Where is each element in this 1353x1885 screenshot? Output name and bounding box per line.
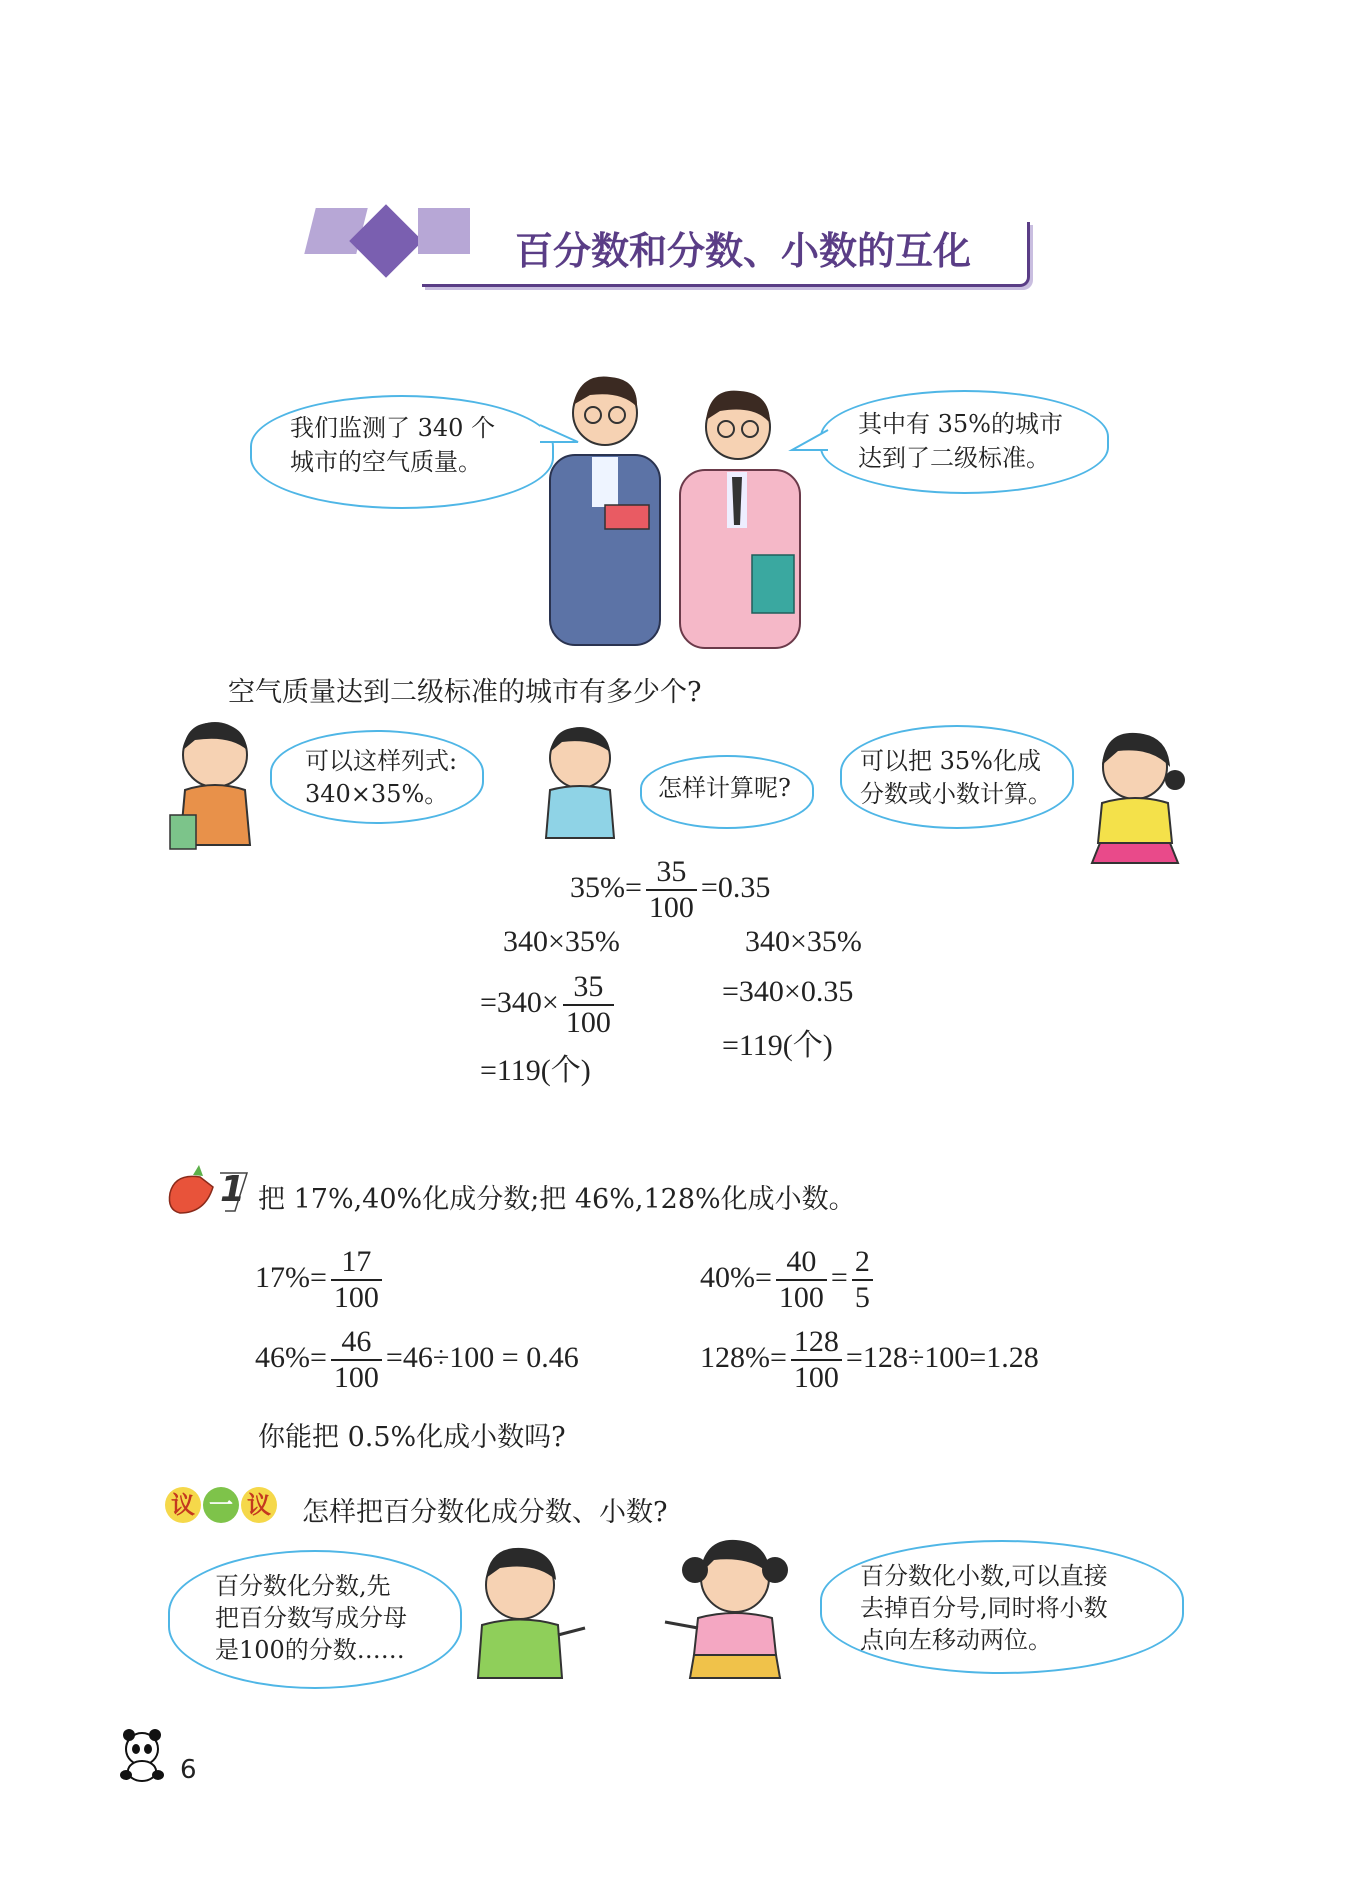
- denominator: 5: [854, 1281, 870, 1314]
- colA-line1: 340×35%: [503, 925, 620, 958]
- eq2-equals: =: [830, 1260, 848, 1294]
- girl-line1: 可以把 35%化成: [860, 747, 1041, 775]
- denominator: 100: [565, 1006, 611, 1039]
- page-number: 6: [180, 1755, 197, 1785]
- scientists-illustration: [530, 365, 830, 650]
- page-title: 百分数和分数、小数的互化: [515, 228, 972, 273]
- boy1-illustration: [165, 715, 265, 850]
- boy1-line1: 可以这样列式:: [305, 747, 458, 775]
- colA-line2: [480, 970, 618, 1040]
- denominator: 100: [333, 1281, 379, 1314]
- main-question: 空气质量达到二级标准的城市有多少个?: [228, 677, 702, 708]
- discuss-girl-line2: 去掉百分号,同时将小数: [860, 1594, 1108, 1622]
- fraction-128-100: [791, 1325, 842, 1395]
- eq3-left: 46%=: [255, 1340, 327, 1374]
- discuss-boy-line3: 是100的分数……: [215, 1636, 405, 1664]
- exercise-eq1: [255, 1245, 386, 1315]
- discuss-girl-line1: 百分数化小数,可以直接: [860, 1562, 1108, 1590]
- numerator: 46: [331, 1325, 382, 1361]
- numerator: 128: [791, 1325, 842, 1361]
- colB-line1: 340×35%: [745, 925, 862, 958]
- fraction-35-100-b: [563, 970, 614, 1040]
- colA-line3: =119(个): [480, 1054, 591, 1087]
- exercise-number: 1: [220, 1169, 246, 1210]
- boy1-line2: 340×35%。: [305, 780, 449, 808]
- exercise-followup: 你能把 0.5%化成小数吗?: [258, 1422, 566, 1453]
- numerator: 17: [331, 1245, 382, 1281]
- discuss-boy-line1: 百分数化分数,先: [215, 1572, 391, 1600]
- speech-left-line1: 我们监测了 340 个: [290, 414, 496, 442]
- discuss-girl-illustration: [660, 1530, 800, 1680]
- discuss-question: 怎样把百分数化成分数、小数?: [302, 1497, 668, 1528]
- exercise-eq4: [700, 1325, 1039, 1395]
- speech-right-line2: 达到了二级标准。: [858, 444, 1050, 472]
- numerator: 40: [776, 1245, 827, 1281]
- discuss-boy-line2: 把百分数写成分母: [215, 1604, 407, 1632]
- eq3-right: =46÷100 = 0.46: [385, 1340, 579, 1374]
- fraction-17-100: [331, 1245, 382, 1315]
- conversion-line: [570, 855, 770, 925]
- badge-char-2: 一: [203, 1487, 239, 1523]
- colB-line2: =340×0.35: [722, 975, 854, 1008]
- title-banner: [300, 200, 1040, 300]
- discuss-girl-line3: 点向左移动两位。: [860, 1626, 1052, 1654]
- colA-line2-pre: =340×: [480, 985, 559, 1019]
- numerator: 2: [852, 1245, 873, 1281]
- numerator: 35: [563, 970, 614, 1006]
- exercise-eq3: [255, 1325, 579, 1395]
- exercise-eq2: [700, 1245, 877, 1315]
- denominator: 100: [333, 1361, 379, 1394]
- discuss-badge: [165, 1487, 280, 1527]
- eq4-right: =128÷100=1.28: [845, 1340, 1039, 1374]
- girl-line2: 分数或小数计算。: [860, 780, 1052, 808]
- denominator: 100: [648, 891, 694, 924]
- fraction-2-5: [852, 1245, 873, 1315]
- denominator: 100: [778, 1281, 824, 1314]
- eq4-left: 128%=: [700, 1340, 787, 1374]
- numerator: 35: [646, 855, 697, 891]
- denominator: 100: [793, 1361, 839, 1394]
- fraction-35-100: [646, 855, 697, 925]
- conv-right: =0.35: [700, 870, 771, 904]
- girl-bubble: [840, 725, 1074, 829]
- fraction-46-100: [331, 1325, 382, 1395]
- speech-right-line1: 其中有 35%的城市: [858, 410, 1063, 438]
- exercise-text: 把 17%,40%化成分数;把 46%,128%化成小数。: [258, 1184, 856, 1215]
- badge-char-3: 议: [241, 1487, 277, 1523]
- conv-left: 35%=: [570, 870, 642, 904]
- girl-illustration: [1080, 725, 1190, 865]
- boy2-illustration: [530, 720, 630, 840]
- fraction-40-100: [776, 1245, 827, 1315]
- boy2-line1: 怎样计算呢?: [658, 774, 791, 802]
- discuss-boy-illustration: [460, 1540, 590, 1680]
- panda-icon: [112, 1725, 172, 1785]
- speech-left-line2: 城市的空气质量。: [290, 448, 482, 476]
- colB-line3: =119(个): [722, 1029, 833, 1062]
- eq2-left: 40%=: [700, 1260, 772, 1294]
- eq1-left: 17%=: [255, 1260, 327, 1294]
- badge-char-1: 议: [165, 1487, 201, 1523]
- exercise-badge: [165, 1165, 250, 1217]
